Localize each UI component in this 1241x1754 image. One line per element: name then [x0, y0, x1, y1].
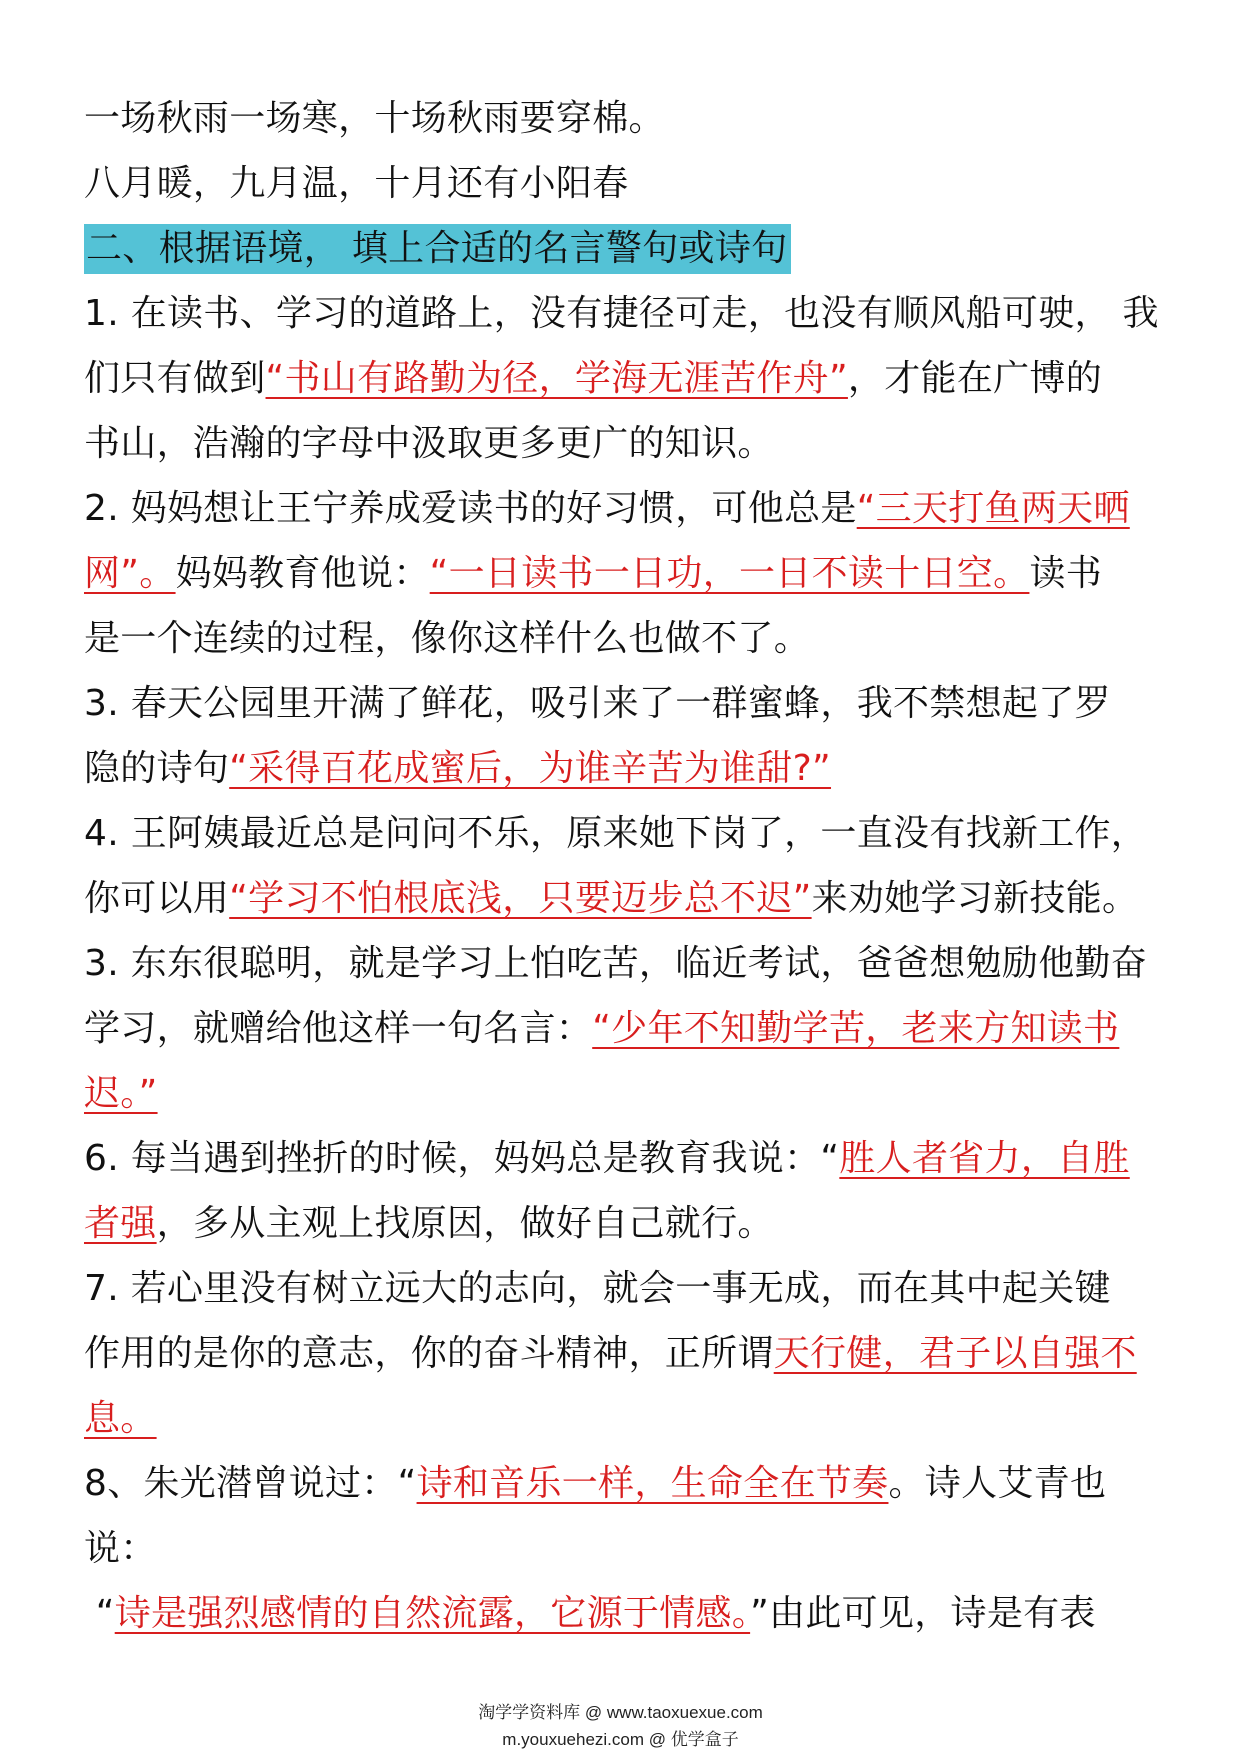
q4-text: 你可以用 [84, 878, 230, 919]
q2-answer-1: “三天打鱼两天晒 [856, 488, 1130, 529]
q7-line-2 [84, 1321, 1164, 1386]
q5-line-2 [84, 996, 1164, 1061]
q2-text-mid: 妈妈教育他说： [175, 553, 430, 594]
q4-answer: “学习不怕根底浅，只要迈步总不迟” [229, 878, 812, 919]
q1-line-2 [84, 346, 1164, 411]
q8-line-2: 说： [84, 1528, 157, 1569]
q2-answer-2: “一日读书一日功，一日不读十日空。 [429, 553, 1030, 594]
q4-text-after: 来劝她学习新技能。 [811, 878, 1139, 919]
q2-line-3: 是一个连续的过程，像你这样什么也做不了。 [84, 618, 811, 659]
q8-line-3 [84, 1581, 1164, 1646]
q3-line-1: 3. 春天公园里开满了鲜花，吸引来了一群蜜蜂，我不禁想起了罗 [84, 683, 1111, 724]
q2-text: 2. 妈妈想让王宁养成爱读书的好习惯，可他总是 [84, 488, 857, 529]
footer-source-line-1: 淘学学资料库 @ www.taoxuexue.com [478, 1703, 763, 1722]
q7-line-3 [84, 1386, 1164, 1451]
q3-line-2 [84, 736, 1164, 801]
q5-text: 学习，就赠给他这样一句名言： [84, 1008, 593, 1049]
q1-line-1: 1. 在读书、学习的道路上，没有捷径可走，也没有顺风船可驶， 我 [84, 293, 1159, 334]
q3-text: 隐的诗句 [84, 748, 230, 789]
q1-answer: “书山有路勤为径，学海无涯苦作舟” [265, 358, 848, 399]
q7-answer: 天行健，君子以自强不 [773, 1333, 1137, 1374]
q2-answer-1-cont: 网”。 [84, 553, 176, 594]
q1-line-3: 书山，浩瀚的字母中汲取更多更广的知识。 [84, 423, 774, 464]
q1-text: 们只有做到 [84, 358, 266, 399]
q8-quote-open: “ [84, 1593, 115, 1634]
section-heading: 二、根据语境， 填上合适的名言警句或诗句 [84, 224, 791, 274]
intro-line-1: 一场秋雨一场寒，十场秋雨要穿棉。 [84, 98, 665, 139]
q8-text-end: ”由此可见，诗是有表 [750, 1593, 1096, 1634]
q2-text-after: 读书 [1029, 553, 1103, 594]
q6-line-1 [84, 1126, 1164, 1191]
q7-text: 作用的是你的意志，你的奋斗精神，正所谓 [84, 1333, 774, 1374]
q4-line-2 [84, 866, 1164, 931]
q5-line-1: 3. 东东很聪明，就是学习上怕吃苦，临近考试，爸爸想勉励他勤奋 [84, 943, 1148, 984]
q3-answer: “采得百花成蜜后，为谁辛苦为谁甜?” [229, 748, 832, 789]
q7-line-1: 7. 若心里没有树立远大的志向，就会一事无成，而在其中起关键 [84, 1268, 1111, 1309]
q8-text-after: 。诗人艾青也 [888, 1463, 1107, 1504]
q8-answer-2: 诗是强烈感情的自然流露，它源于情感。 [114, 1593, 751, 1634]
q6-answer-cont: 者强 [84, 1203, 157, 1244]
q5-answer-cont: 迟。” [84, 1073, 158, 1114]
document-page [84, 86, 1164, 1646]
q5-line-3 [84, 1061, 1164, 1126]
footer-source-line-2: m.youxuehezi.com @ 优学盒子 [502, 1730, 739, 1749]
q2-line-1 [84, 476, 1164, 541]
q2-line-2 [84, 541, 1164, 606]
q8-answer-1: 诗和音乐一样，生命全在节奏 [416, 1463, 889, 1504]
q7-answer-cont: 息。 [84, 1398, 157, 1439]
q8-text: 8、朱光潜曾说过：“ [84, 1463, 417, 1504]
q6-line-2 [84, 1191, 1164, 1256]
q1-text-after: ，才能在广博的 [847, 358, 1103, 399]
q6-text-after: ，多从主观上找原因，做好自己就行。 [156, 1203, 774, 1244]
q8-line-1 [84, 1451, 1164, 1516]
q6-answer: 胜人者省力，自胜 [839, 1138, 1130, 1179]
intro-line-2: 八月暖，九月温，十月还有小阳春 [84, 163, 629, 204]
q4-line-1: 4. 王阿姨最近总是问问不乐，原来她下岗了，一直没有找新工作， [84, 813, 1148, 854]
q5-answer: “少年不知勤学苦，老来方知读书 [592, 1008, 1120, 1049]
section-heading-row [84, 216, 1164, 281]
q6-text: 6. 每当遇到挫折的时候，妈妈总是教育我说：“ [84, 1138, 840, 1179]
